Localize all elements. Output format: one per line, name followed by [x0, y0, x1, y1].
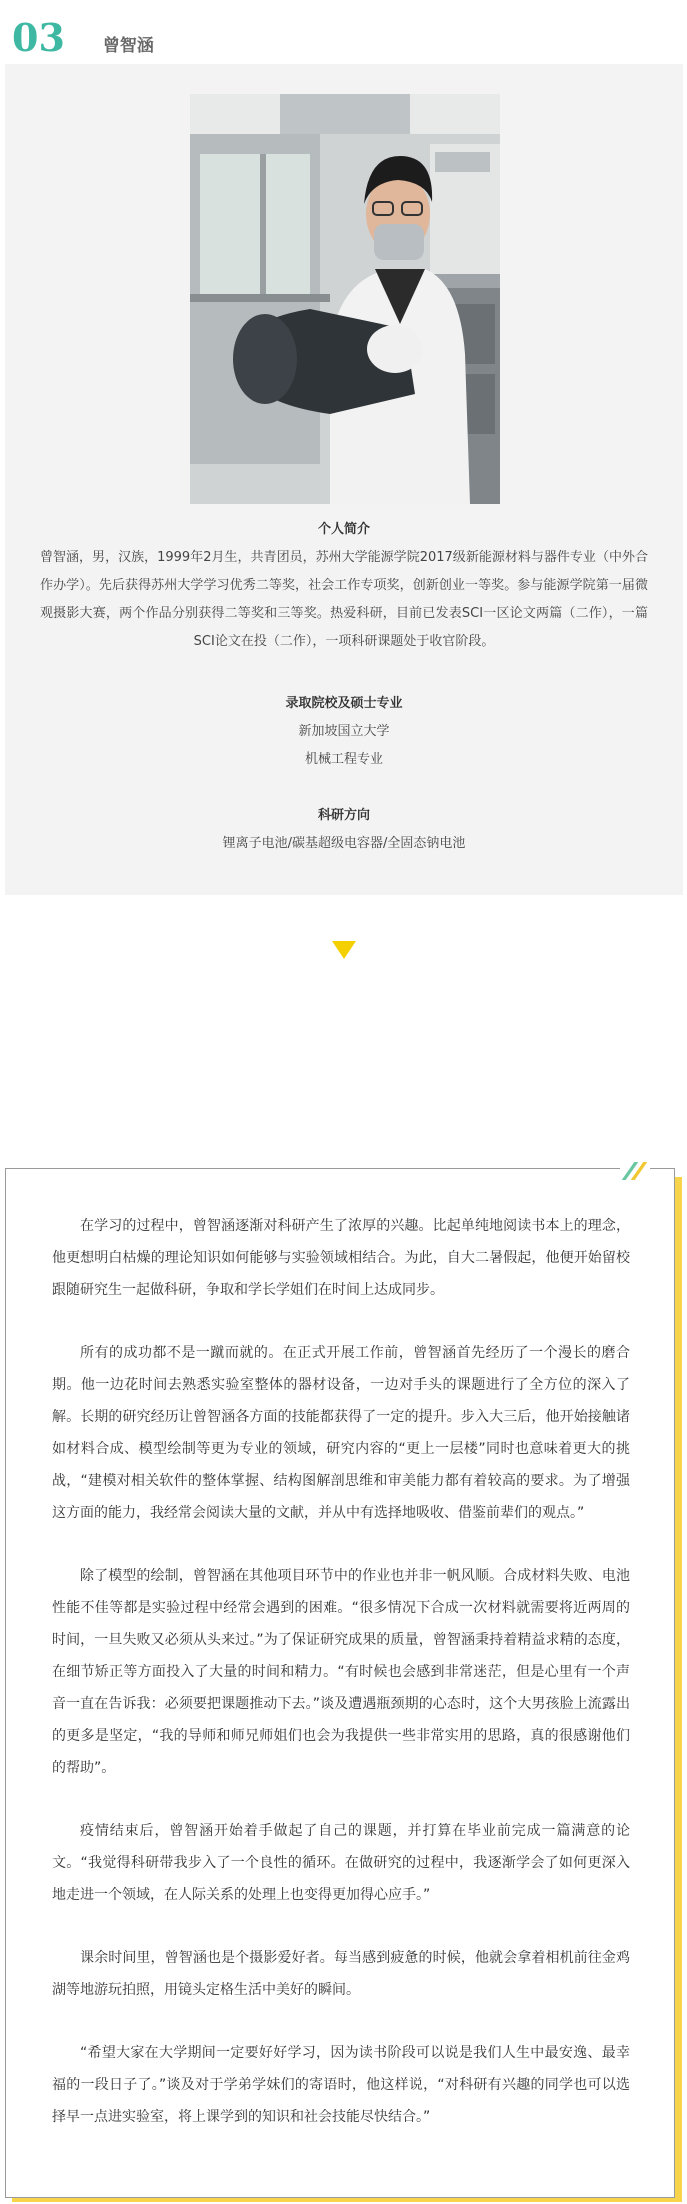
article-text: [52, 1210, 630, 2164]
intro-title: 个人简介: [317, 522, 370, 537]
admission-school: 新加坡国立大学: [298, 724, 390, 739]
student-photo: [190, 94, 500, 504]
article-paragraph: 课余时间里，曾智涵也是个摄影爱好者。每当感到疲惫的时候，他就会拿着相机前往金鸡湖等地游玩拍照，用镜头定格生活中美好的瞬间。: [52, 1950, 630, 1998]
admission-section: [40, 690, 648, 774]
article-paragraph: 在学习的过程中，曾智涵逐渐对科研产生了浓厚的兴趣。比起单纯地阅读书本上的理念，他更想明白枯燥的理论知识如何能够与实验领域相结合。为此，自大二暑假起，他便开始留校跟随研究生一起做科研，争取和学长学姐们在时间上达成同步。: [52, 1218, 630, 1298]
article-paragraph: 所有的成功都不是一蹴而就的。在正式开展工作前，曾智涵首先经历了一个漫长的磨合期。他一边花时间去熟悉实验室整体的器材设备，一边对手头的课题进行了全方位的深入了解。长期的研究经历让曾智涵各方面的技能都获得了一定的提升。步入大三后，他开始接触诸如材料合成、模型绘制等更为专业的领域，研究内容的“更上一层楼”同时也意味着更大的挑战，“建模对相关软件的整体掌握、结构图解剖思维和审美能力都有着较高的要求。为了增强这方面的能力，我经常会阅读大量的文献，并从中有选择地吸收、借鉴前辈们的观点。”: [52, 1345, 630, 1521]
intro-section: [40, 516, 648, 656]
research-section: [40, 802, 648, 858]
intro-text: 曾智涵，男，汉族，1999年2月生，共青团员，苏州大学能源学院2017级新能源材料与器件专业（中外合作办学）。先后获得苏州大学学习优秀二等奖，社会工作专项奖，创新创业一等奖。参与能源学院第一届微观摄影大赛，两个作品分别获得二等奖和三等奖。热爱科研，目前已发表SCI一区论文两篇（二作），一篇SCI论文在投（二作），一项科研课题处于收官阶段。: [40, 550, 648, 649]
admission-title: 录取院校及硕士专业: [285, 696, 403, 711]
research-text: 锂离子电池/碳基超级电容器/全固态钠电池: [222, 836, 466, 851]
article-paragraph: 除了模型的绘制，曾智涵在其他项目环节中的作业也并非一帆风顺。合成材料失败、电池性能不佳等都是实验过程中经常会遇到的困难。“很多情况下合成一次材料就需要将近两周的时间，一旦失败又必须从头来过。”为了保证研究成果的质量，曾智涵秉持着精益求精的态度，在细节矫正等方面投入了大量的时间和精力。“有时候也会感到非常迷茫，但是心里有一个声音一直在告诉我：必须要把课题推动下去。”谈及遭遇瓶颈期的心态时，这个大男孩脸上流露出的更多是坚定，“我的导师和师兄师姐们也会为我提供一些非常实用的思路，真的很感谢他们的帮助”。: [52, 1568, 630, 1776]
student-name: 曾智涵: [102, 36, 154, 56]
admission-major: 机械工程专业: [304, 752, 383, 767]
section-number: 03: [12, 15, 65, 60]
article-paragraph: “希望大家在大学期间一定要好好学习，因为读书阶段可以说是我们人生中最安逸、最幸福的一段日子了。”谈及对于学弟学妹们的寄语时，他这样说，“对科研有兴趣的同学也可以选择早一点进实验室，将上课学到的知识和社会技能尽快结合。”: [52, 2045, 630, 2125]
slash-decoration-icon: [620, 1160, 650, 1182]
down-arrow-icon: [332, 941, 356, 959]
research-title: 科研方向: [317, 808, 370, 823]
profile-card: [5, 64, 683, 895]
section-header: [12, 8, 154, 58]
article-paragraph: 疫情结束后，曾智涵开始着手做起了自己的课题，并打算在毕业前完成一篇满意的论文。“我觉得科研带我步入了一个良性的循环。在做研究的过程中，我逐渐学会了如何更深入地走进一个领域，在人际关系的处理上也变得更加得心应手。”: [52, 1823, 630, 1903]
